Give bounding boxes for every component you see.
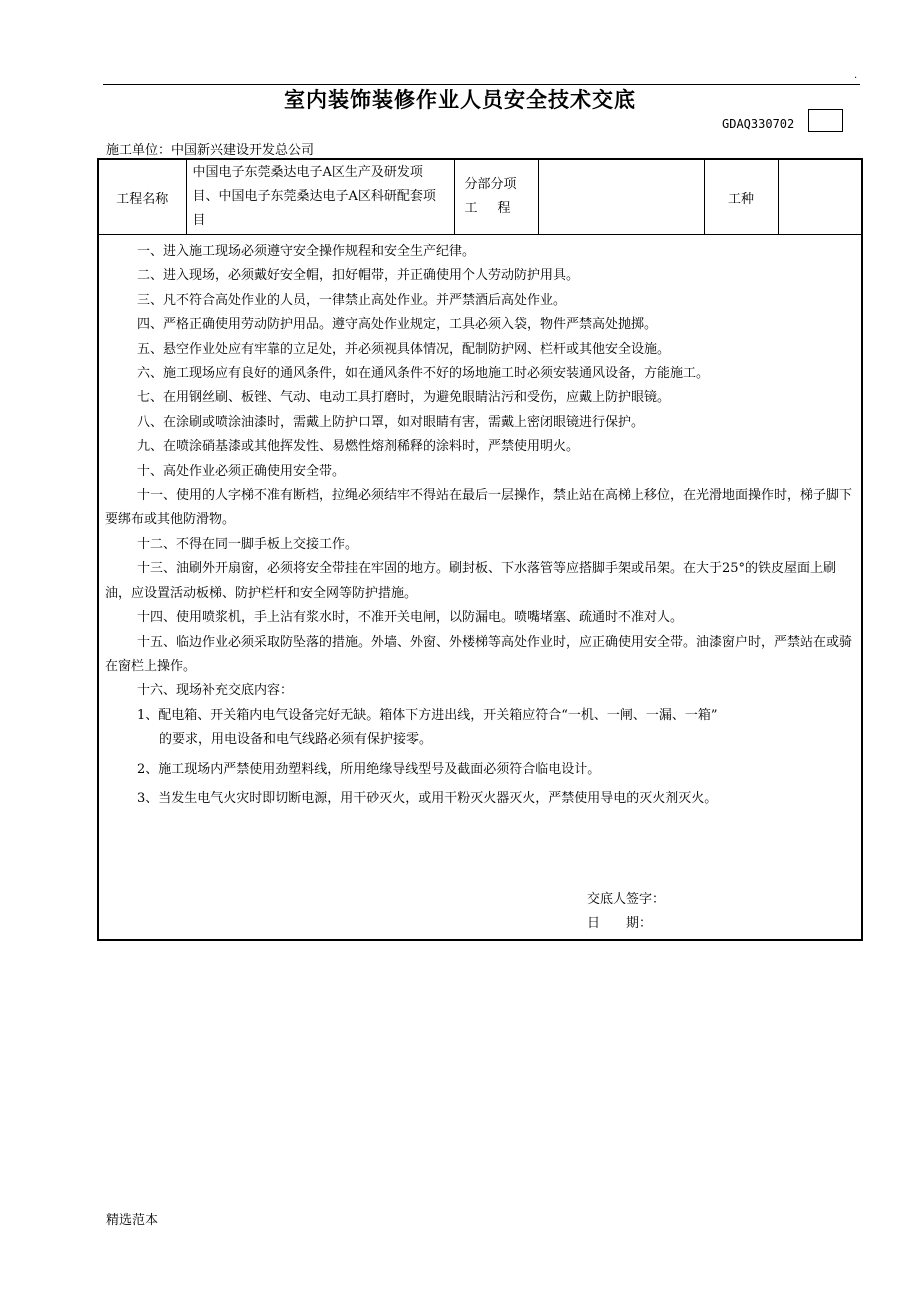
rule-item: 十二、不得在同一脚手板上交接工作。 <box>137 536 359 552</box>
rule-item: 八、在涂刷或喷涂油漆时，需戴上防护口罩，如对眼睛有害，需戴上密闭眼镜进行保护。 <box>137 414 645 430</box>
rule-item: 六、施工现场应有良好的通风条件，如在通风条件不好的场地施工时必须安装通风设备，方能施工。 <box>137 366 710 382</box>
sub-project-label-line1: 分部分项 <box>464 177 517 192</box>
project-name: 中国电子东莞桑达电子A区生产及研发项目、中国电子东莞桑达电子A区科研配套项目 <box>186 159 454 235</box>
signer-label: 交底人签字： <box>587 892 666 907</box>
sub-project-value[interactable] <box>538 159 704 235</box>
form-code: GDAQ330702 <box>722 117 795 131</box>
content-cell <box>98 235 862 941</box>
rule-item: 十六、现场补充交底内容： <box>137 683 294 699</box>
rules-list <box>99 235 861 811</box>
corner-mark: . <box>854 70 858 81</box>
rule-item: 一、进入施工现场必须遵守安全操作规程和安全生产纪律。 <box>137 244 476 259</box>
supplement-item-2: 2、施工现场内严禁使用劲塑料线，所用绝缘导线型号及截面必须符合临电设计。 <box>137 761 601 777</box>
rule-item: 十一、使用的人字梯不准有断档，拉绳必须结牢不得站在最后一层操作，禁止站在高梯上移位，在光滑地面操作时，梯子脚下要绑布或其他防滑物。 <box>105 488 853 528</box>
form-number-box[interactable] <box>808 109 843 132</box>
sub-project-label <box>454 159 538 235</box>
supplement-item-1: 1、配电箱、开关箱内电气设备完好无缺。箱体下方进出线，开关箱应符合“一机、一闸、一漏、一箱” <box>137 707 718 723</box>
supplement-item-1-cont: 的要求，用电设备和电气线路必须有保护接零。 <box>159 732 433 748</box>
header-row <box>98 159 862 235</box>
rule-item: 二、进入现场，必须戴好安全帽，扣好帽带，并正确使用个人劳动防护用具。 <box>137 268 580 284</box>
project-label: 工程名称 <box>98 159 186 235</box>
disclosure-table <box>97 158 863 941</box>
supplement-item-3: 3、当发生电气火灾时即切断电源，用干砂灭火，或用干粉灭火器灭火，严禁使用导电的灭火剂灭火。 <box>137 790 718 806</box>
rule-item: 五、悬空作业处应有牢靠的立足处，并必须视具体情况，配制防护网、栏杆或其他安全设施。 <box>137 341 671 357</box>
date-label: 日 期： <box>587 916 653 931</box>
construction-unit: 施工单位：中国新兴建设开发总公司 <box>106 143 315 158</box>
rule-item: 十四、使用喷浆机，手上沾有浆水时，不准开关电闸，以防漏电。喷嘴堵塞、疏通时不准对人。 <box>137 610 684 626</box>
trade-value[interactable] <box>778 159 862 235</box>
footer-text: 精选范本 <box>106 1213 159 1228</box>
rule-item: 四、严格正确使用劳动防护用品。遵守高处作业规定，工具必须入袋，物件严禁高处抛掷。 <box>137 317 658 333</box>
rule-item: 七、在用钢丝刷、板锉、气动、电动工具打磨时，为避免眼睛沾污和受伤，应戴上防护眼镜。 <box>137 390 671 406</box>
signature-block <box>587 888 665 936</box>
rule-item: 三、凡不符合高处作业的人员，一律禁止高处作业。并严禁酒后高处作业。 <box>137 292 567 308</box>
rule-item: 十、高处作业必须正确使用安全带。 <box>137 463 346 479</box>
rule-item: 九、在喷涂硝基漆或其他挥发性、易燃性熔剂稀释的涂料时，严禁使用明火。 <box>137 439 580 455</box>
rule-item: 十五、临边作业必须采取防坠落的措施。外墙、外窗、外楼梯等高处作业时，应正确使用安全带。油漆窗户时，严禁站在或骑在窗栏上操作。 <box>105 634 853 674</box>
rule-item: 十三、油刷外开扇窗，必须将安全带挂在牢固的地方。刷封板、下水落管等应搭脚手架或吊架。在大于25°的铁皮屋面上刷油，应设置活动板梯、防护栏杆和安全网等防护措施。 <box>105 561 837 601</box>
sub-project-label-line2: 工程 <box>464 201 531 216</box>
trade-label: 工种 <box>704 159 778 235</box>
document-title: 室内装饰装修作业人员安全技术交底 <box>284 88 636 112</box>
